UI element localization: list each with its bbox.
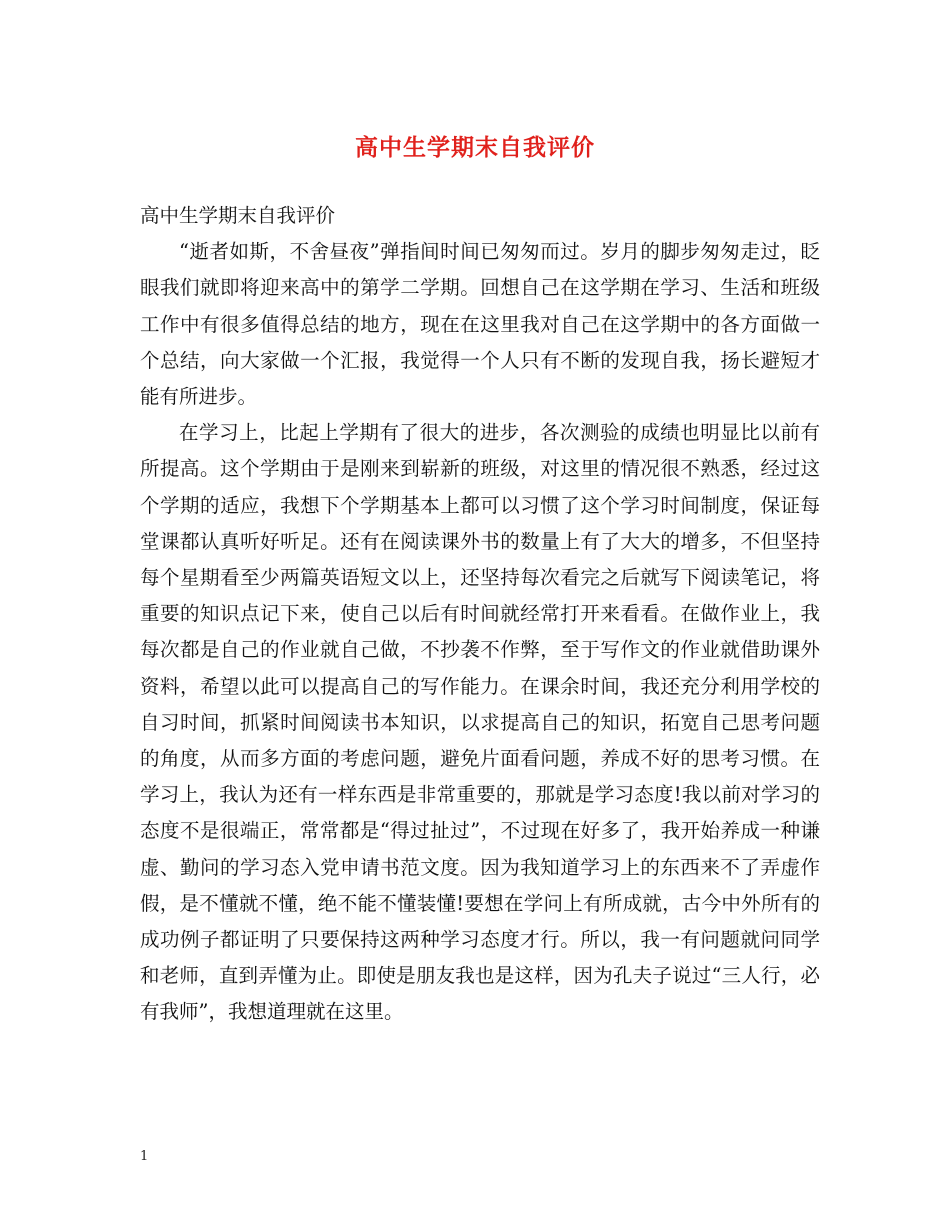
document-title: 高中生学期末自我评价: [355, 134, 595, 161]
paragraph-intro: “逝者如斯，不舍昼夜”弹指间时间已匆匆而过。岁月的脚步匆匆走过，眨眼我们就即将迎来高中的第学二学期。回想自己在这学期在学习、生活和班级工作中有很多值得总结的地方，现在在这里我对自己在这学期中的各方面做一个总结，向大家做一个汇报，我觉得一个人只有不断的发现自我，扬长避短才能有所进步。: [140, 240, 820, 409]
document-subtitle: 高中生学期末自我评价: [140, 204, 336, 227]
page-number: 1: [140, 1149, 149, 1164]
paragraph-study: 在学习上，比起上学期有了很大的进步，各次测验的成绩也明显比以前有所提高。这个学期由于是刚来到崭新的班级，对这里的情况很不熟悉，经过这个学期的适应，我想下个学期基本上都可以习惯了这个学习时间制度，保证每堂课都认真听好听足。还有在阅读课外书的数量上有了大大的增多，不但坚持每个星期看至少两篇英语短文以上，还坚持每次看完之后就写下阅读笔记，将重要的知识点记下来，使自己以后有时间就经常打开来看看。在做作业上，我每次都是自己的作业就自己做，不抄袭不作弊，至于写作文的作业就借助课外资料，希望以此可以提高自己的写作能力。在课余时间，我还充分利用学校的自习时间，抓紧时间阅读书本知识，以求提高自己的知识，拓宽自己思考问题的角度，从而多方面的考虑问题，避免片面看问题，养成不好的思考习惯。在学习上，我认为还有一样东西是非常重要的，那就是学习态度!我以前对学习的态度不是很端正，常常都是“得过扯过”，不过现在好多了，我开始养成一种谦虚、勤问的学习态入党申请书范文度。因为我知道学习上的东西来不了弄虚作假，是不懂就不懂，绝不能不懂装懂!要想在学问上有所成就，古今中外所有的成功例子都证明了只要保持这两种学习态度才行。所以，我一有问题就问同学和老师，直到弄懂为止。即使是朋友我也是这样，因为孔夫子说过“三人行，必有我师”，我想道理就在这里。: [140, 421, 820, 1024]
document-body: [140, 198, 820, 1031]
